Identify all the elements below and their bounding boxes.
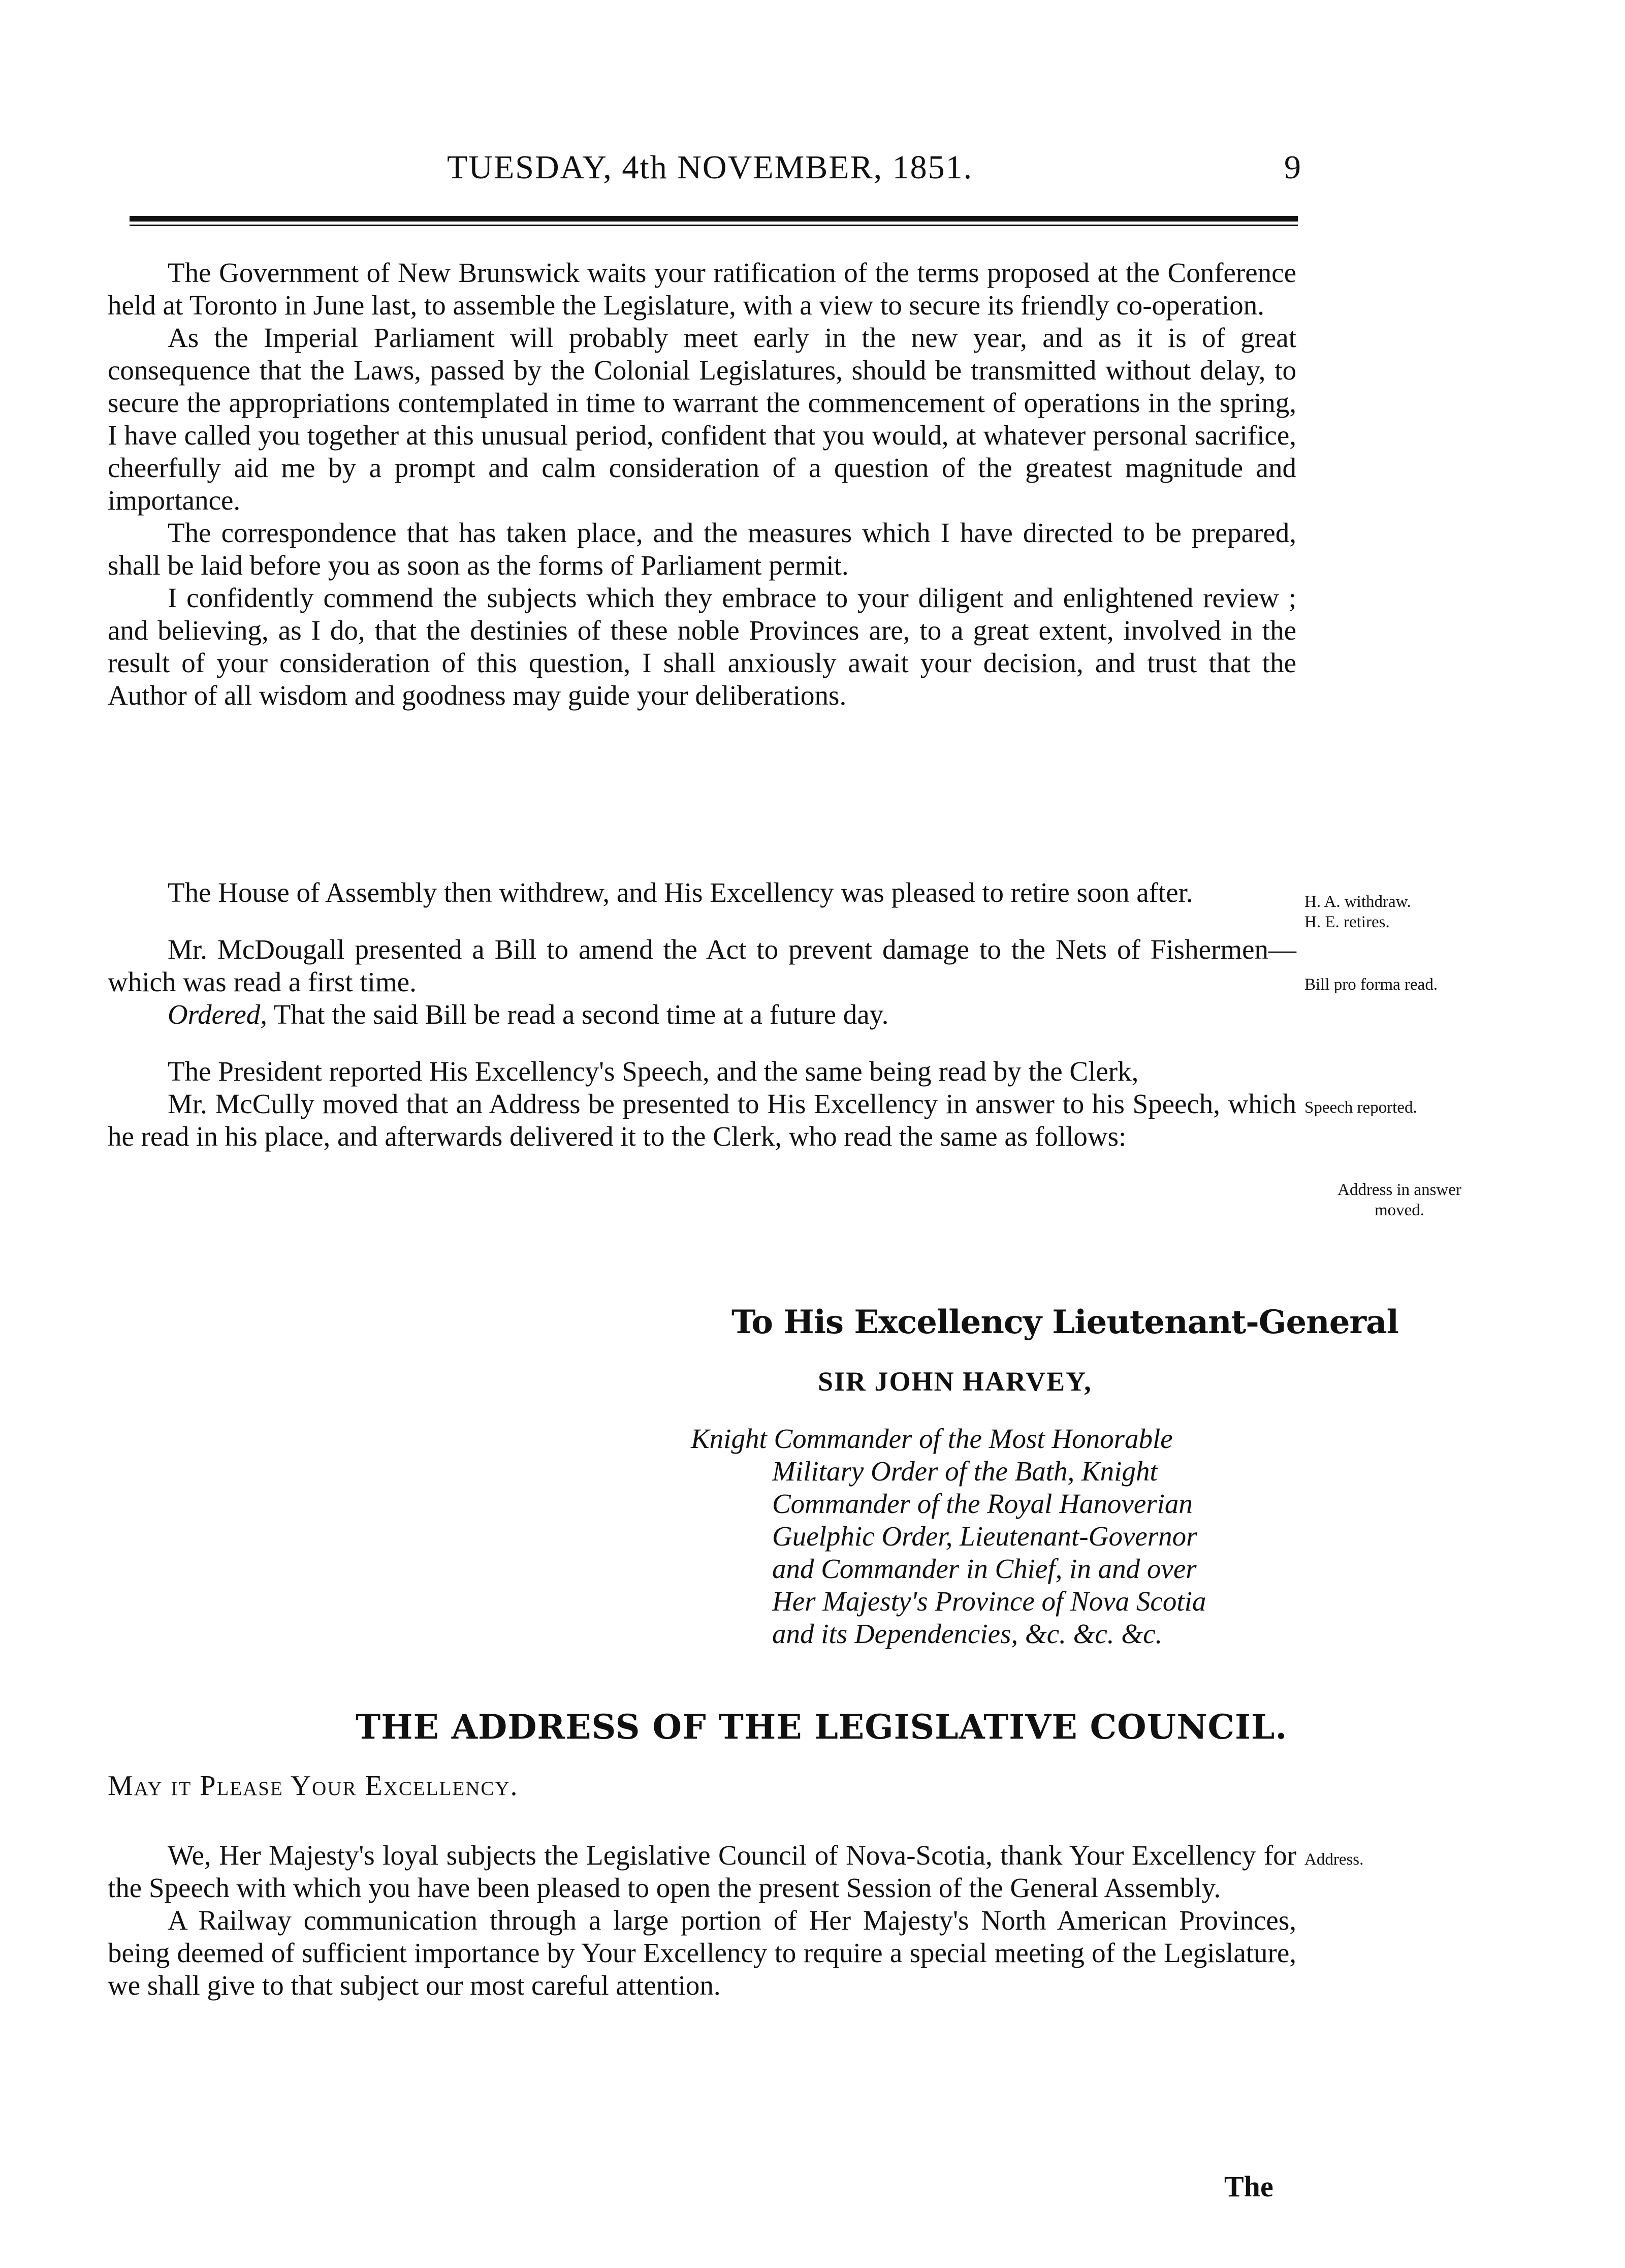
margin-note-address: Address. [1304,1850,1364,1869]
address-title-line: Guelphic Order, Lieutenant-Governor [772,1521,1197,1552]
address-title-line: and Commander in Chief, in and over [772,1553,1197,1584]
address-titles [691,1423,1295,1650]
address-text [108,1839,1296,2002]
proceedings-text [108,876,1296,1153]
margin-note-bill: Bill pro forma read. [1304,975,1438,994]
paragraph-imperial-parliament: As the Imperial Parliament will probably meet early in the new year, and as it is of great consequence that the Laws, passed by the Colonial Legislatures, should be transmitted without delay, to secure the appropriations contemplated in time to warrant the commencement of operations in the spring, I have called you together at this unusual period, confident that you would, at whatever personal sacrifice, cheerfully aid me by a prompt and calm consideration of a question of the greatest magnitude and importance. [108,322,1296,516]
paragraph-withdraw: The House of Assembly then withdrew, and His Excellency was pleased to retire soon after. [168,877,1193,908]
header-rule-thick [130,216,1298,222]
margin-note-withdraw: H. A. withdraw. [1304,893,1411,911]
page-number: 9 [1284,149,1301,186]
paragraph-speech-reported: The President reported His Excellency's Speech, and the same being read by the Clerk, [168,1056,1139,1087]
catchword: The [1224,2170,1273,2203]
address-name: SIR JOHN HARVEY, [818,1366,1092,1397]
paragraph-mccully: Mr. McCully moved that an Address be presented to His Excellency in answer to his Speech, which he read in his place, and afterwards delivered it to the Clerk, who read the same as follows: [108,1088,1296,1152]
address-title-line: Knight Commander of the Most Honorable [691,1423,1173,1454]
council-heading: THE ADDRESS OF THE LEGISLATIVE COUNCIL. [356,1707,1288,1747]
paragraph-bill: Mr. McDougall presented a Bill to amend the Act to prevent damage to the Nets of Fishermen—which was read a first time. [108,934,1296,997]
margin-note-speech: Speech reported. [1304,1098,1417,1117]
paragraph-ordered [108,998,1296,1031]
salutation: May it Please Your Excellency. [108,1770,519,1802]
paragraph-we-thank: We, Her Majesty's loyal subjects the Legislative Council of Nova-Scotia, thank Your Excellency for the Speech with which you have been pleased to open the present Session of the General Assembly. [108,1840,1296,1903]
paragraph-railway: A Railway communication through a large portion of Her Majesty's North American Provinces, being deemed of sufficient importance by Your Excellency to require a special meeting of the Legislature, we shall give to that subject our most careful attention. [108,1905,1296,2001]
paragraph-correspondence: The correspondence that has taken place, and the measures which I have directed to be prepared, shall be laid before you as soon as the forms of Parliament permit. [108,517,1296,581]
margin-note-address-line2: moved. [1374,1201,1425,1219]
paragraph-new-brunswick: The Government of New Brunswick waits your ratification of the terms proposed at the Conference held at Toronto in June last, to assemble the Legislature, with a view to secure its friendly co-operation. [108,257,1296,321]
speech-text [108,257,1296,712]
margin-note-address-moved [1311,1180,1488,1220]
address-title-line: Commander of the Royal Hanoverian [772,1488,1193,1519]
header-rule-thin [130,225,1298,226]
ordered-word: Ordered, [168,999,268,1030]
address-to-line: To His Excellency Lieutenant-General [731,1303,1398,1341]
address-title-line: Her Majesty's Province of Nova Scotia [772,1586,1206,1617]
running-head: TUESDAY, 4th NOVEMBER, 1851. [447,149,973,186]
margin-note-address-line1: Address in answer [1337,1181,1461,1199]
address-title-line: and its Dependencies, &c. &c. &c. [772,1618,1163,1649]
address-title-line: Military Order of the Bath, Knight [772,1456,1158,1487]
paragraph-commend: I confidently commend the subjects which they embrace to your diligent and enlightened review ; and believing, as I do, that the destinies of these noble Provinces are, to a great extent, involved in the result of your consideration of this question, I shall anxiously await your decision, and trust that the Author of all wisdom and goodness may guide your deliberations. [108,582,1296,711]
margin-note-retires: H. E. retires. [1304,913,1390,931]
ordered-rest: That the said Bill be read a second time at a future day. [267,999,889,1030]
